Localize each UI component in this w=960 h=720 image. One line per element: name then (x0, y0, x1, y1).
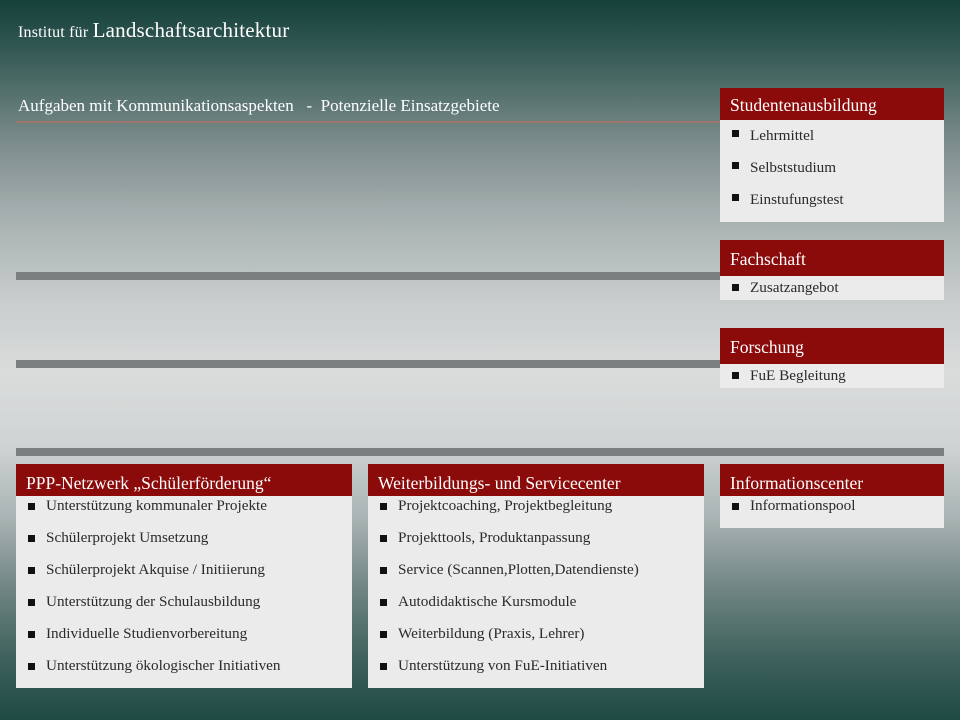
list-item-label: Informationspool (750, 497, 856, 514)
square-bullet-icon (732, 194, 739, 201)
list-item-label: Unterstützung kommunaler Projekte (46, 497, 268, 514)
square-bullet-icon (380, 663, 387, 670)
item-list (720, 496, 944, 528)
list-item (368, 528, 704, 560)
square-bullet-icon (732, 503, 739, 510)
list-item-label: Autodidaktische Kursmodule (398, 593, 577, 610)
page-subtitle: Aufgaben mit Kommunikationsaspekten - Potenzielle Einsatzgebiete (18, 96, 500, 115)
list-item-label: Zusatzangebot (750, 279, 839, 296)
list-item (720, 158, 944, 190)
list-item (16, 496, 352, 528)
square-bullet-icon (28, 503, 35, 510)
list-item-label: Unterstützung der Schulausbildung (46, 593, 261, 610)
list-item (16, 656, 352, 688)
box-header: Weiterbildungs- und Servicecenter (368, 464, 704, 496)
square-bullet-icon (28, 535, 35, 542)
list-item (368, 656, 704, 688)
divider-bar-bottom (16, 448, 944, 456)
square-bullet-icon (28, 599, 35, 606)
list-item (720, 190, 944, 216)
list-item-label: Projektcoaching, Projektbegleitung (398, 497, 613, 514)
list-item (16, 560, 352, 592)
box-header: Forschung (720, 328, 944, 364)
institute-prefix: Institut für (18, 24, 89, 41)
box-ppp-netzwerk (16, 464, 352, 688)
square-bullet-icon (732, 162, 739, 169)
list-item-label: Individuelle Studienvorbereitung (46, 625, 248, 642)
subtitle-underline (16, 121, 720, 123)
box-body (368, 496, 704, 688)
list-item (16, 592, 352, 624)
box-header: Fachschaft (720, 240, 944, 276)
list-item-label: Service (Scannen,Plotten,Datendienste) (398, 561, 639, 578)
square-bullet-icon (380, 567, 387, 574)
list-item-label: Unterstützung von FuE-Initiativen (398, 657, 608, 674)
box-body (720, 496, 944, 528)
square-bullet-icon (28, 631, 35, 638)
list-item-label: Selbststudium (750, 159, 837, 176)
item-list (720, 364, 944, 388)
item-list (16, 496, 352, 688)
box-studentenausbildung (720, 88, 944, 222)
square-bullet-icon (380, 631, 387, 638)
square-bullet-icon (380, 535, 387, 542)
box-body (720, 364, 944, 388)
box-header: PPP-Netzwerk „Schülerförderung“ (16, 464, 352, 496)
box-header: Informationscenter (720, 464, 944, 496)
institute-name: Landschaftsarchitektur (92, 18, 290, 42)
item-list (720, 276, 944, 300)
square-bullet-icon (28, 567, 35, 574)
square-bullet-icon (380, 599, 387, 606)
list-item (16, 624, 352, 656)
list-item (16, 528, 352, 560)
box-informationscenter (720, 464, 944, 528)
square-bullet-icon (28, 663, 35, 670)
list-item-label: Lehrmittel (750, 127, 815, 144)
list-item-label: Unterstützung ökologischer Initiativen (46, 657, 281, 674)
list-item (368, 560, 704, 592)
list-item-label: Einstufungstest (750, 191, 844, 208)
list-item (368, 496, 704, 528)
box-body (720, 120, 944, 222)
list-item-label: FuE Begleitung (750, 367, 846, 384)
list-item (720, 496, 944, 528)
list-item (720, 364, 944, 388)
list-item-label: Weiterbildung (Praxis, Lehrer) (398, 625, 585, 642)
square-bullet-icon (732, 284, 739, 291)
box-fachschaft (720, 240, 944, 300)
list-item (720, 126, 944, 158)
list-item (720, 276, 944, 300)
institute-title (18, 18, 289, 43)
item-list (368, 496, 704, 688)
list-item (368, 592, 704, 624)
list-item-label: Schülerprojekt Akquise / Initiierung (46, 561, 265, 578)
list-item-label: Projekttools, Produktanpassung (398, 529, 591, 546)
box-body (720, 276, 944, 300)
box-weiterbildungs-servicecenter (368, 464, 704, 688)
box-header: Studentenausbildung (720, 88, 944, 120)
square-bullet-icon (732, 130, 739, 137)
list-item-label: Schülerprojekt Umsetzung (46, 529, 209, 546)
square-bullet-icon (732, 372, 739, 379)
box-body (16, 496, 352, 688)
list-item (368, 624, 704, 656)
item-list (720, 126, 944, 216)
square-bullet-icon (380, 503, 387, 510)
box-forschung (720, 328, 944, 388)
